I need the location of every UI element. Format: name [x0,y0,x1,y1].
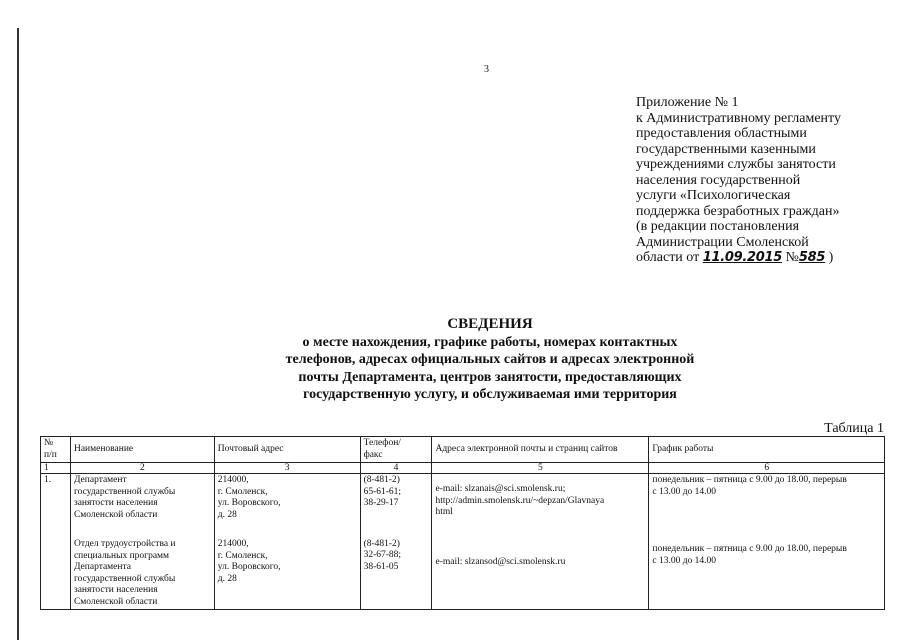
document-title: СВЕДЕНИЯ [447,316,533,332]
header-phone-line: факс [363,449,383,460]
phone-entry [364,528,429,574]
phone-line: 32-67-88; [363,550,402,560]
postal-line: г. Смоленск, [217,550,268,561]
postal-line: 214000, [217,539,249,549]
appendix-line: услуги «Психологическая [636,188,791,203]
header-postal: Почтовый адрес [214,437,360,463]
name-entry [74,539,211,608]
left-margin-rule [17,28,19,640]
header-phone-line: Телефон/ [363,438,401,448]
name-line: специальных программ [73,550,170,561]
name-line: Смоленской области [73,509,158,520]
row-number: 1. [41,474,71,610]
column-number: 5 [432,463,649,474]
name-line: занятости населения [73,498,158,508]
document-heading [230,316,750,404]
website-line: html [435,507,453,517]
page-number: 3 [484,64,489,75]
schedule-entry [652,530,881,567]
appendix-line: к Административному регламенту [636,110,841,126]
schedule-line: понедельник – пятница с 9.00 до 18.00, перерыв [652,544,847,554]
postal-line: д. 28 [217,573,237,584]
website-line: http://admin.smolensk.ru/~depzan/Glavnaya [435,495,605,506]
header-schedule: График работы [649,437,885,463]
appendix-line: государственными казенными [636,141,816,157]
appendix-block [636,95,886,266]
column-number: 3 [214,463,360,474]
table-row [41,474,885,610]
postal-cell [214,474,360,610]
schedule-line: с 13.00 до 14.00 [652,555,717,566]
schedule-cell [649,474,885,610]
header-num-line: п/п [44,449,57,460]
heading-line: телефонов, адресах официальных сайтов и адресах электронной [285,352,695,367]
column-number: 1 [41,463,71,474]
postal-line: ул. Воровского, [217,498,281,508]
name-cell [70,474,214,610]
email-entry [435,475,645,519]
phone-line: (8-481-2) [363,475,400,485]
appendix-number-prefix: № [781,250,799,265]
column-number-row [41,463,885,474]
postal-line: ул. Воровского, [217,562,281,572]
email-cell [432,474,649,610]
postal-line: г. Смоленск, [217,486,268,497]
header-phone [360,437,432,463]
appendix-date-line [636,250,886,266]
postal-entry [218,475,357,521]
name-line: Отдел трудоустройства и [73,539,176,549]
name-line: Департамент [73,475,127,485]
phone-line: 38-29-17 [363,498,399,508]
handwritten-number: 585 [798,250,826,265]
table-caption: Таблица 1 [824,421,884,436]
name-line: занятости населения [73,585,158,595]
appendix-closing: ) [825,250,834,265]
schedule-line: понедельник – пятница с 9.00 до 18.00, перерыв [652,475,847,485]
email-entry [435,537,645,569]
handwritten-date: 11.09.2015 [702,250,782,265]
appendix-date-prefix: области от [636,250,703,265]
phone-line: (8-481-2) [363,538,400,549]
column-number: 2 [70,463,214,474]
appendix-line: Администрации Смоленской [636,234,809,250]
column-number: 4 [360,463,432,474]
schedule-entry [652,475,881,498]
phone-line: 65-61-61; [363,486,402,497]
postal-line: д. 28 [217,509,237,520]
postal-entry [218,539,357,585]
name-entry [74,475,211,521]
header-name: Наименование [70,437,214,463]
appendix-line: (в редакции постановления [636,219,800,234]
appendix-line: поддержка безработных граждан» [636,203,840,219]
email-line: e-mail: slzanais@sci.smolensk.ru; [435,484,566,494]
phone-cell [360,474,432,610]
phone-line: 38-61-05 [363,561,399,572]
appendix-line: населения государственной [636,172,801,188]
appendix-line: Приложение № 1 [636,95,739,110]
name-line: Смоленской области [73,596,158,607]
postal-line: 214000, [217,475,249,485]
heading-line: почты Департамента, центров занятости, предоставляющих [298,369,682,385]
schedule-line: с 13.00 до 14.00 [652,486,717,497]
name-line: государственной службы [73,573,176,584]
appendix-line: предоставления областными [636,126,807,141]
name-line: государственной службы [73,486,176,497]
table-header-row [41,437,885,463]
appendix-line: учреждениями службы занятости [636,157,836,172]
info-table [40,436,885,610]
header-num-line: № [44,438,54,448]
header-num [41,437,71,463]
heading-line: о месте нахождения, графике работы, номерах контактных [302,334,678,350]
email-line: e-mail: slzansod@sci.smolensk.ru [435,556,566,567]
header-email: Адреса электронной почты и страниц сайтов [432,437,649,463]
heading-line: государственную услугу, и обслуживаемая ими территория [303,387,677,402]
column-number: 6 [649,463,885,474]
phone-entry [364,475,429,510]
name-line: Департамента [73,562,131,572]
